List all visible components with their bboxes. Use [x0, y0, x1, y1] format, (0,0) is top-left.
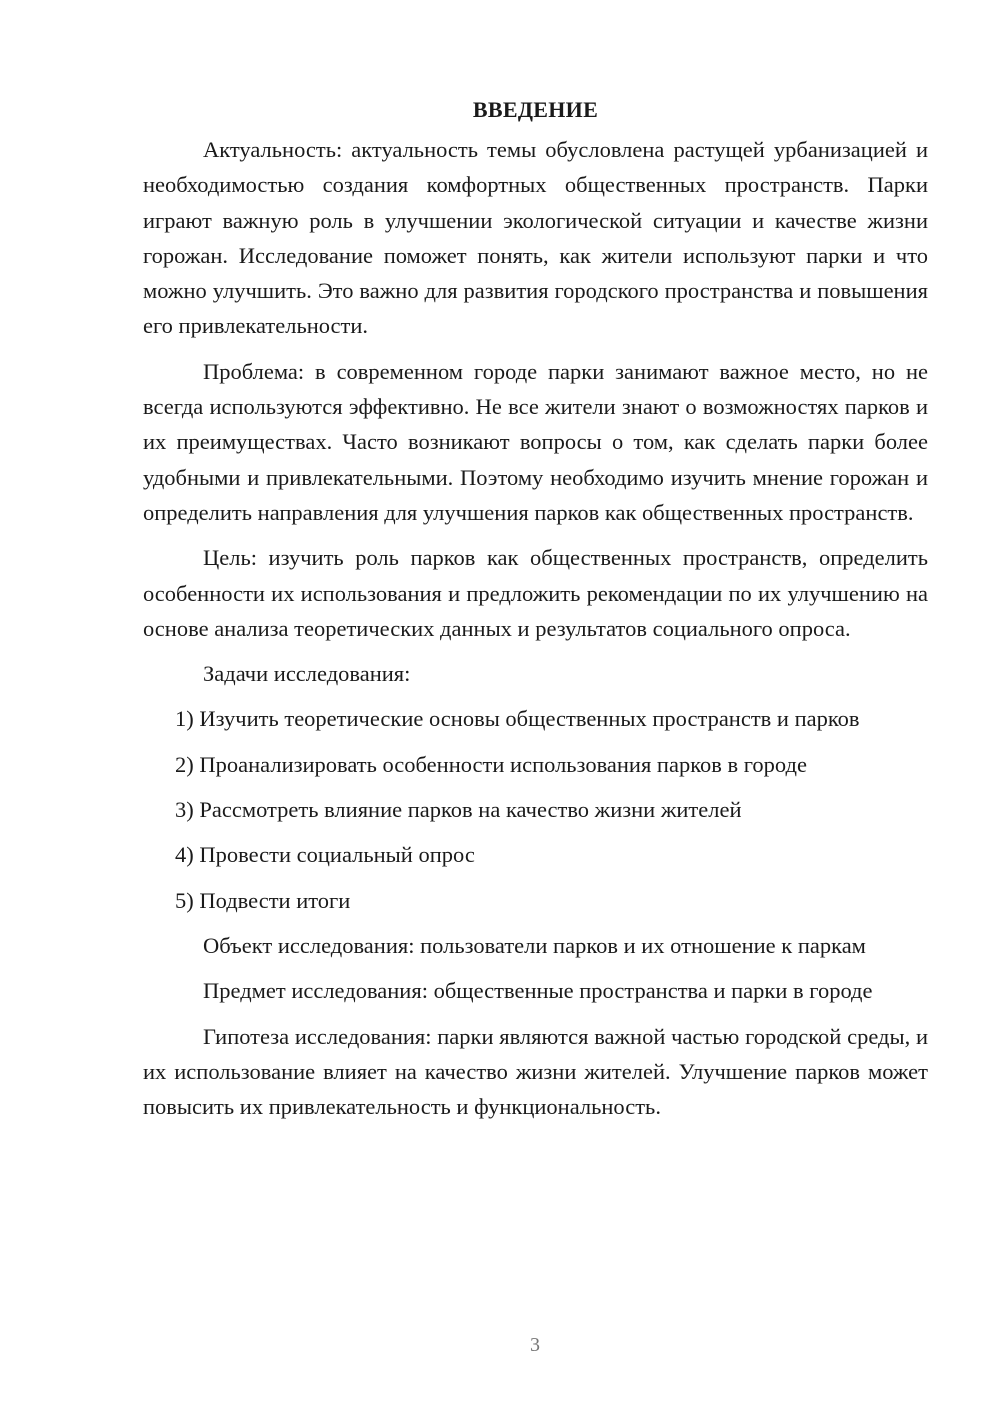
list-item-number: 3)	[175, 797, 194, 823]
paragraph-object: Объект исследования: пользователи парков и их отношение к паркам	[203, 932, 866, 958]
page-number: 3	[530, 1334, 540, 1356]
list-item-number: 5)	[175, 887, 194, 913]
list-item-text: Провести социальный опрос	[199, 842, 475, 868]
list-item	[143, 837, 928, 872]
document-page	[143, 92, 928, 1134]
list-item-number: 1)	[175, 706, 194, 732]
list-item	[143, 883, 928, 918]
paragraph-hypothesis: Гипотеза исследования: парки являются важной частью городской среды, и их использование влияет на качество жизни жителей. Улучшение парков может повысить их привлекательность и функциональность.	[143, 1023, 928, 1120]
list-item	[143, 792, 928, 827]
tasks-title: Задачи исследования:	[203, 661, 411, 687]
list-item-text: Подвести итоги	[199, 887, 351, 913]
paragraph-relevance: Актуальность: актуальность темы обусловлена растущей урбанизацией и необходимостью создания комфортных общественных пространств. Парки играют важную роль в улучшении экологической ситуации и качестве жизни горожан. Исследование поможет понять, как жители используют парки и что можно улучшить. Это важно для развития городского пространства и повышения его привлекательности.	[143, 137, 928, 339]
paragraph-problem: Проблема: в современном городе парки занимают важное место, но не всегда используются эффективно. Не все жители знают о возможностях парков и их преимуществах. Часто возникают вопросы о том, как сделать парки более удобными и привлекательными. Поэтому необходимо изучить мнение горожан и определить направления для улучшения парков как общественных пространств.	[143, 358, 928, 525]
list-item-number: 4)	[175, 842, 194, 868]
list-item	[143, 701, 928, 736]
list-item	[143, 747, 928, 782]
paragraph-goal: Цель: изучить роль парков как общественных пространств, определить особенности их использования и предложить рекомендации по их улучшению на основе анализа теоретических данных и результатов социального опроса.	[143, 545, 928, 641]
list-item-text: Проанализировать особенности использования парков в городе	[199, 751, 807, 777]
page-title: ВВЕДЕНИЕ	[472, 97, 599, 122]
list-item-text: Рассмотреть влияние парков на качество жизни жителей	[199, 797, 742, 823]
tasks-list	[143, 701, 928, 917]
paragraph-subject: Предмет исследования: общественные пространства и парки в городе	[203, 978, 873, 1004]
list-item-number: 2)	[175, 751, 194, 777]
list-item-text: Изучить теоретические основы общественных пространств и парков	[199, 706, 860, 732]
